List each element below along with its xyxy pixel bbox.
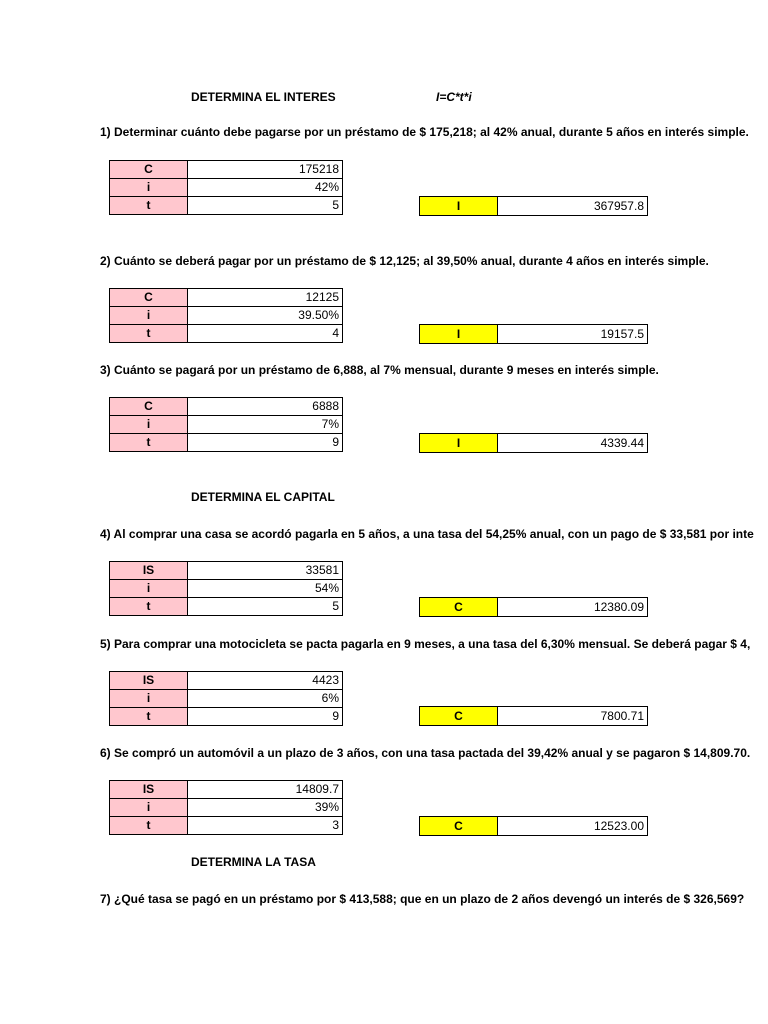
table-row [420,598,648,617]
cell-label[interactable]: IS [110,781,188,799]
cell-value[interactable]: 7% [188,416,343,434]
result-label[interactable]: I [420,325,498,344]
cell-value[interactable]: 6888 [188,398,343,416]
cell-value[interactable]: 6% [188,690,343,708]
table-row [110,161,343,179]
table-row [110,708,343,726]
problem-6-question: 6) Se compró un automóvil a un plazo de 3 años, con una tasa pactada del 39,42% anual y se pagaron $ 14,809.70. [100,746,751,760]
cell-label[interactable]: i [110,580,188,598]
cell-label[interactable]: t [110,197,188,215]
problem-7-question: 7) ¿Qué tasa se pagó en un préstamo por $ 413,588; que en un plazo de 2 años devengó un interés de $ 326,569? [100,892,745,906]
cell-label[interactable]: t [110,434,188,452]
table-row [420,434,648,453]
cell-value[interactable]: 9 [188,708,343,726]
result-label[interactable]: I [420,434,498,453]
cell-label[interactable]: t [110,325,188,343]
table-row [110,817,343,835]
problem-3-input-table [109,397,343,452]
table-row [110,598,343,616]
cell-value[interactable]: 4 [188,325,343,343]
cell-label[interactable]: i [110,799,188,817]
result-value[interactable]: 12523.00 [498,817,648,836]
result-label[interactable]: C [420,598,498,617]
result-label[interactable]: I [420,197,498,216]
problem-4-result-table [419,597,648,617]
cell-label[interactable]: i [110,307,188,325]
problem-2-result-table [419,324,648,344]
table-row [110,416,343,434]
section-title-tasa: DETERMINA LA TASA [191,855,316,869]
table-row [110,307,343,325]
problem-6-input-table [109,780,343,835]
problem-4-question: 4) Al comprar una casa se acordó pagarla en 5 años, a una tasa del 54,25% anual, con un pago de $ 33,581 por inte [100,527,754,541]
table-row [420,325,648,344]
table-row [110,434,343,452]
cell-label[interactable]: C [110,289,188,307]
cell-value[interactable]: 5 [188,598,343,616]
section-title-capital: DETERMINA EL CAPITAL [191,490,335,504]
table-row [110,197,343,215]
cell-label[interactable]: i [110,179,188,197]
problem-1-question: 1) Determinar cuánto debe pagarse por un préstamo de $ 175,218; al 42% anual, durante 5 años en interés simple. [100,125,749,139]
section-title-interes: DETERMINA EL INTERES [191,90,336,104]
table-row [110,672,343,690]
result-value[interactable]: 12380.09 [498,598,648,617]
table-row [110,799,343,817]
table-row [110,325,343,343]
result-value[interactable]: 7800.71 [498,707,648,726]
cell-label[interactable]: t [110,598,188,616]
cell-value[interactable]: 3 [188,817,343,835]
table-row [110,398,343,416]
result-label[interactable]: C [420,707,498,726]
table-row [420,817,648,836]
problem-2-input-table [109,288,343,343]
problem-2-question: 2) Cuánto se deberá pagar por un préstamo de $ 12,125; al 39,50% anual, durante 4 años en interés simple. [100,254,709,268]
cell-value[interactable]: 54% [188,580,343,598]
table-row [110,781,343,799]
cell-value[interactable]: 33581 [188,562,343,580]
table-row [420,707,648,726]
problem-5-result-table [419,706,648,726]
problem-5-question: 5) Para comprar una motocicleta se pacta pagarla en 9 meses, a una tasa del 6,30% mensual. Se deberá pagar $ 4, [100,637,751,651]
problem-1-input-table [109,160,343,215]
cell-value[interactable]: 5 [188,197,343,215]
cell-value[interactable]: 39.50% [188,307,343,325]
formula-text: I=C*t*i [436,90,472,104]
result-value[interactable]: 4339.44 [498,434,648,453]
table-row [110,690,343,708]
problem-4-input-table [109,561,343,616]
problem-5-input-table [109,671,343,726]
table-row [110,289,343,307]
problem-1-result-table [419,196,648,216]
cell-label[interactable]: t [110,708,188,726]
cell-label[interactable]: IS [110,672,188,690]
cell-label[interactable]: i [110,690,188,708]
result-value[interactable]: 19157.5 [498,325,648,344]
problem-3-result-table [419,433,648,453]
result-value[interactable]: 367957.8 [498,197,648,216]
cell-value[interactable]: 39% [188,799,343,817]
table-row [420,197,648,216]
result-label[interactable]: C [420,817,498,836]
problem-6-result-table [419,816,648,836]
table-row [110,179,343,197]
cell-label[interactable]: IS [110,562,188,580]
cell-label[interactable]: t [110,817,188,835]
problem-3-question: 3) Cuánto se pagará por un préstamo de 6,888, al 7% mensual, durante 9 meses en interés simple. [100,363,659,377]
cell-value[interactable]: 12125 [188,289,343,307]
cell-value[interactable]: 4423 [188,672,343,690]
cell-label[interactable]: C [110,398,188,416]
cell-value[interactable]: 42% [188,179,343,197]
cell-value[interactable]: 9 [188,434,343,452]
cell-label[interactable]: C [110,161,188,179]
cell-value[interactable]: 175218 [188,161,343,179]
cell-value[interactable]: 14809.7 [188,781,343,799]
table-row [110,562,343,580]
cell-label[interactable]: i [110,416,188,434]
table-row [110,580,343,598]
